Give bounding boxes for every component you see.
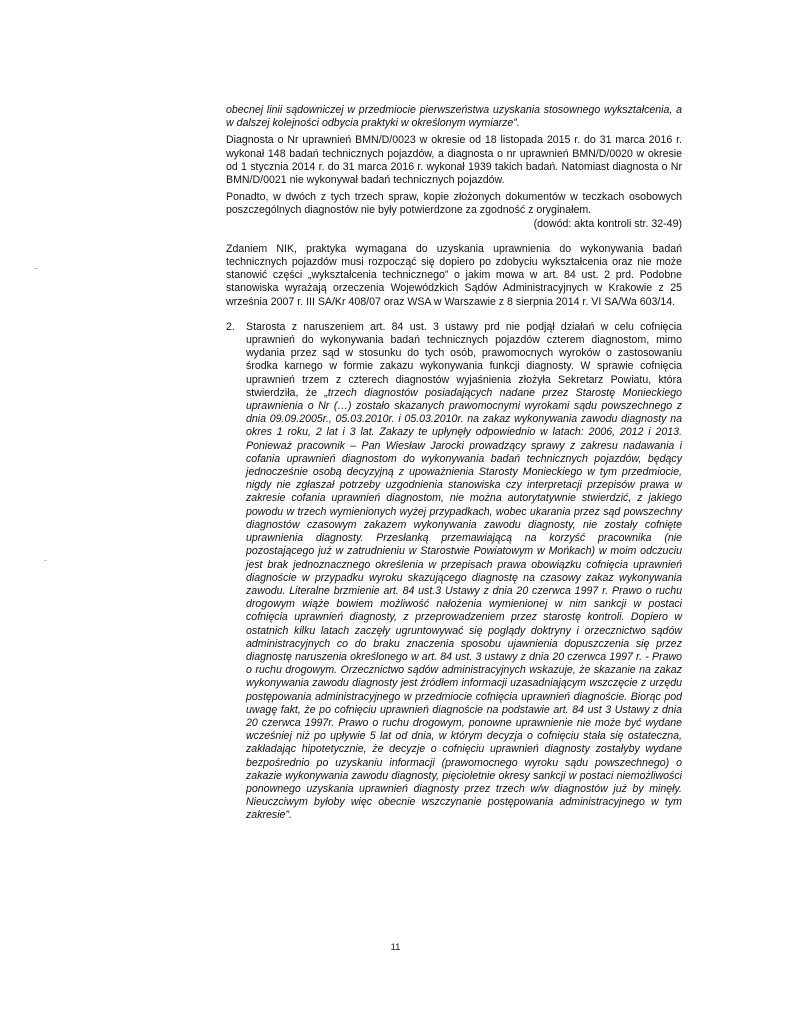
list-item-number: 2. — [226, 320, 235, 333]
list-item-regular-text: Starosta z naruszeniem art. 84 ust. 3 ustawy prd nie podjął działań w celu cofnięcia uprawnień do wykonywania badań technicznych pojazdów czterem diagnostom, mimo wydania przez sąd w stosunku do tych osób, prawomocnych wyroków o zastosowaniu środka karnego w formie zakazu wykonywania funkcji diagnosty. W sprawie cofnięcia uprawnień trzem z czterech diagnostów wyjaśnienia złożyła Sekretarz Powiatu, która stwierdziła, że — [246, 320, 682, 399]
nik-opinion-paragraph: Zdaniem NIK, praktyka wymagana do uzyskania uprawnienia do wykonywania badań technicznych pojazdów musi rozpocząć się dopiero po zdobyciu wykształcenia oraz nie może stanowić części „wykształcenia technicznego” o jakim mowa w art. 84 ust. 2 prd. Podobne stanowiska wyrażają orzeczenia Wojewódzkich Sądów Administracyjnych w Krakowie z 25 września 2007 r. III SA/Kr 408/07 oraz WSA w Warszawie z 8 sierpnia 2014 r. VI SA/Wa 603/14. — [226, 242, 682, 308]
intro-italic-paragraph: obecnej linii sądowniczej w przedmiocie pierwszeństwa uzyskania stosownego wykształcenia, a w dalszej kolejności odbycia praktyki w określonym wymiarze”. — [226, 104, 682, 130]
list-item-text — [246, 321, 682, 823]
evidence-reference: (dowód: akta kontroli str. 32-49) — [533, 217, 682, 230]
scan-speck — [44, 560, 47, 561]
scan-speck — [34, 268, 38, 269]
page-number: 11 — [390, 942, 401, 953]
document-body — [226, 104, 682, 823]
list-item-quote: „trzech diagnostów posiadających nadane przez Starostę Monieckiego uprawnienia o Nr (…) zostało skazanych prawomocnymi wyrokami sądu powszechnego z dnia 09.09.2005r., 05.03.2010r. i 05.03.2010r. na zakaz wykonywania zawodu diagnosty na okres 1 roku, 2 lat i 3 lat. Zakazy te upłynęły odpowiednio w latach: 2006, 2012 i 2013. Ponieważ pracownik – Pan Wiesław Jarocki prowadzący sprawy z zakresu nadawania i cofania uprawnień diagnostom do wykonywania badań technicznych pojazdów, będący jednocześnie osobą decyzyjną z upoważnienia Starosty Monieckiego w tym przedmiocie, nigdy nie zgłaszał potrzeby uzgodnienia stanowiska czy interpretacji przepisów prawa w zakresie cofania uprawnień diagnostom, nie można autorytatywnie stwierdzić, z jakiego powodu w trzech wymienionych wyżej przypadkach, wobec ukarania przez sąd powszechny diagnostów czasowym zakazem wykonywania zawodu diagnosty, nie zostały cofnięte uprawnienia diagnosty. Przesłanką przemawiającą na korzyść pracownika (nie pozostającego już w zatrudnieniu w Starostwie Powiatowym w Mońkach) w moim odczuciu jest brak jednoznacznego określenia w przepisach prawa obowiązku cofnięcia uprawnień diagnoście w przypadku wyroku skazującego diagnostę na czasowy zakaz wykonywania zawodu. Literalne brzmienie art. 84 ust.3 Ustawy z dnia 20 czerwca 1997 r. Prawo o ruchu drogowym wiąże bowiem możliwość nałożenia wymienionej w nim sankcji w postaci cofnięcia uprawnień diagnosty, z przeprowadzeniem przez starostę kontroli. Dopiero w ostatnich kilku latach zaczęły ugruntowywać się poglądy doktryny i orzecznictwo sądów administracyjnych co do braku znaczenia sposobu ujawnienia dopuszczenia się przez diagnostę naruszenia określonego w art. 84 ust. 3 ustawy z dnia 20 czerwca 1997 r. - Prawo o ruchu drogowym. Orzecznictwo sądów administracyjnych wskazuje, że skazanie na zakaz wykonywania zawodu diagnosty jest źródłem informacji uzasadniającym wszczęcie z urzędu postępowania administracyjnego w przedmiocie cofnięcia uprawnień diagnoście. Biorąc pod uwagę fakt, że po cofnięciu uprawnień diagnoście na podstawie art. 84 ust 3 Ustawy z dnia 20 czerwca 1997r. Prawo o ruchu drogowym, ponowne uprawnienie nie może być wydane wcześniej niż po upływie 5 lat od dnia, w którym decyzja o cofnięciu stała się ostateczna, zakładając hipotetycznie, że decyzje o cofnięciu uprawnień diagnosty zostałyby wydane bezpośrednio po uzyskaniu informacji (prawomocnego wyroku sądu powszechnego) o zakazie wykonywania zawodu diagnosty, pięcioletnie okresy sankcji w postaci niemożliwości ponownego uzyskania uprawnień diagnosty przez trzech w/w diagnostów już by minęły. Nieuczciwym byłoby więc obecnie wszczynanie postępowania administracyjnego w tym zakresie”. — [246, 386, 682, 822]
ponadto-paragraph: Ponadto, w dwóch z tych trzech spraw, kopie złożonych dokumentów w teczkach osobowych poszczególnych diagnostów nie były potwierdzone za zgodność z oryginałem. — [226, 191, 682, 217]
diagnosta-paragraph: Diagnosta o Nr uprawnień BMN/D/0023 w okresie od 18 listopada 2015 r. do 31 marca 2016 r. wykonał 148 badań technicznych pojazdów, a diagnosta o nr uprawnień BMN/D/0020 w okresie od 1 stycznia 2014 r. do 31 marca 2016 r. wykonał 1939 takich badań. Natomiast diagnosta o Nr BMN/D/0021 nie wykonywał badań technicznych pojazdów. — [226, 134, 682, 187]
list-item-2 — [226, 321, 682, 823]
